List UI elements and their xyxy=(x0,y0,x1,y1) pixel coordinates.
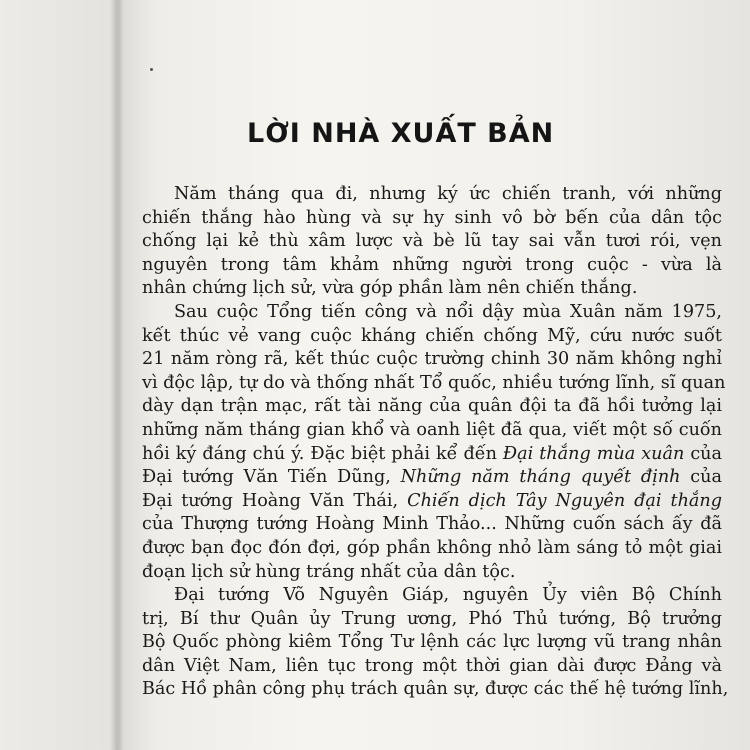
text-run: Đại tướng Văn Tiến Dũng, xyxy=(142,467,401,488)
book-title-dai-thang-mua-xuan: Đại thắng mùa xuân xyxy=(502,443,685,464)
book-spine-shadow xyxy=(110,0,124,750)
text-line: Năm tháng qua đi, nhưng ký ức chiến tranh, với những xyxy=(174,184,722,204)
paragraph-3 xyxy=(142,584,729,702)
text-line-with-book-title xyxy=(142,490,722,514)
text-run: của xyxy=(684,443,722,464)
text-line: nguyên trong tâm khảm những người trong cuộc - vừa là xyxy=(142,254,722,275)
page-title: LỜI NHÀ XUẤT BẢN xyxy=(247,118,555,149)
text-line: Bác Hồ phân công phụ trách quân sự, được các thế hệ tướng lĩnh, xyxy=(142,679,729,700)
text-line: kết thúc vẻ vang cuộc kháng chiến chống Mỹ, cứu nước suốt xyxy=(142,325,722,346)
text-line: chống lại kẻ thù xâm lược và bè lũ tay sai vẫn tươi rói, vẹn xyxy=(142,231,722,252)
paragraph-2 xyxy=(142,301,726,584)
text-line: vì độc lập, tự do và thống nhất Tổ quốc, nhiều tướng lĩnh, sĩ quan xyxy=(142,372,726,393)
text-line-with-book-title xyxy=(142,443,722,467)
text-line: Sau cuộc Tổng tiến công và nổi dậy mùa Xuân năm 1975, xyxy=(174,301,722,322)
text-line: dân Việt Nam, liên tục trong một thời gian dài được Đảng và xyxy=(142,655,722,676)
book-title-nhung-nam-thang-quyet-dinh: Những năm tháng quyết định xyxy=(400,467,681,488)
book-title-chien-dich-tay-nguyen: Chiến dịch Tây Nguyên đại thắng xyxy=(407,490,722,511)
text-line: được bạn đọc đón đợi, góp phần không nhỏ làm sáng tỏ một giai xyxy=(142,537,722,558)
text-line: nhân chứng lịch sử, vừa góp phần làm nên chiến thắng. xyxy=(142,278,638,299)
preface-body xyxy=(142,183,729,702)
text-line: Đại tướng Võ Nguyên Giáp, nguyên Ủy viên Bộ Chính xyxy=(174,585,722,606)
text-line: của Thượng tướng Hoàng Minh Thảo... Những cuốn sách ấy đã xyxy=(142,514,722,535)
text-run: hồi ký đáng chú ý. Đặc biệt phải kể đến xyxy=(142,443,503,464)
facing-page xyxy=(0,0,118,750)
text-line: 21 năm ròng rã, kết thúc cuộc trường chinh 30 năm không nghỉ xyxy=(142,349,722,370)
text-line: trị, Bí thư Quân ủy Trung ương, Phó Thủ tướng, Bộ trưởng xyxy=(142,608,722,629)
text-line: chiến thắng hào hùng và sự hy sinh vô bờ bến của dân tộc xyxy=(142,207,722,228)
text-run: Đại tướng Hoàng Văn Thái, xyxy=(142,490,408,511)
text-line-with-book-title xyxy=(142,466,722,490)
text-line: đoạn lịch sử hùng tráng nhất của dân tộc. xyxy=(142,561,516,582)
paragraph-1 xyxy=(142,183,722,301)
ink-speck xyxy=(150,68,153,71)
text-line: dày dạn trận mạc, rất tài năng của quân đội ta đã hồi tưởng lại xyxy=(142,396,722,417)
text-run: của xyxy=(680,467,722,488)
text-line: những năm tháng gian khổ và oanh liệt đã qua, viết một số cuốn xyxy=(142,419,722,440)
text-line: Bộ Quốc phòng kiêm Tổng Tư lệnh các lực lượng vũ trang nhân xyxy=(142,632,722,653)
